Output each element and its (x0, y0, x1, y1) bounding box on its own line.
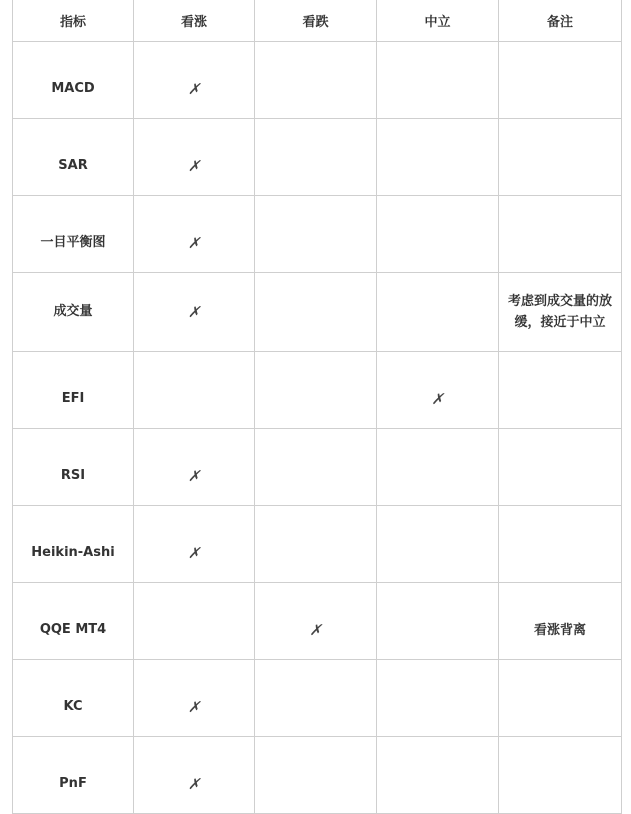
indicator-table (12, 0, 622, 814)
table-row (13, 506, 622, 583)
neutral-mark (377, 660, 499, 737)
indicator-name: 一目平衡图 (13, 196, 134, 273)
table-row (13, 196, 622, 273)
note-cell (499, 42, 622, 119)
note-cell (499, 352, 622, 429)
neutral-mark: ✗ (377, 352, 499, 429)
bearish-mark (255, 429, 377, 506)
note-cell: 考虑到成交量的放缓，接近于中立 (499, 273, 622, 352)
bearish-mark (255, 660, 377, 737)
note-cell: 看涨背离 (499, 583, 622, 660)
header-bullish: 看涨 (134, 0, 255, 42)
indicator-name: MACD (13, 42, 134, 119)
neutral-mark (377, 119, 499, 196)
neutral-mark (377, 737, 499, 814)
table-header-row (13, 0, 622, 42)
bearish-mark (255, 119, 377, 196)
bullish-mark: ✗ (134, 660, 255, 737)
bullish-mark: ✗ (134, 429, 255, 506)
neutral-mark (377, 196, 499, 273)
table-row (13, 119, 622, 196)
neutral-mark (377, 42, 499, 119)
note-cell (499, 737, 622, 814)
neutral-mark (377, 273, 499, 352)
table-row (13, 42, 622, 119)
bullish-mark: ✗ (134, 196, 255, 273)
table-row (13, 737, 622, 814)
header-note: 备注 (499, 0, 622, 42)
bearish-mark (255, 42, 377, 119)
table-row (13, 352, 622, 429)
header-bearish: 看跌 (255, 0, 377, 42)
bearish-mark (255, 196, 377, 273)
indicator-name: PnF (13, 737, 134, 814)
indicator-name: EFI (13, 352, 134, 429)
bullish-mark (134, 352, 255, 429)
bearish-mark (255, 737, 377, 814)
bearish-mark (255, 273, 377, 352)
neutral-mark (377, 583, 499, 660)
header-neutral: 中立 (377, 0, 499, 42)
bullish-mark: ✗ (134, 42, 255, 119)
neutral-mark (377, 506, 499, 583)
neutral-mark (377, 429, 499, 506)
bullish-mark (134, 583, 255, 660)
header-indicator: 指标 (13, 0, 134, 42)
bearish-mark (255, 506, 377, 583)
indicator-name: QQE MT4 (13, 583, 134, 660)
bullish-mark: ✗ (134, 506, 255, 583)
indicator-name: KC (13, 660, 134, 737)
bearish-mark: ✗ (255, 583, 377, 660)
table-row (13, 583, 622, 660)
indicator-name: Heikin-Ashi (13, 506, 134, 583)
note-cell (499, 119, 622, 196)
note-cell (499, 196, 622, 273)
bullish-mark: ✗ (134, 273, 255, 352)
indicator-name: 成交量 (13, 273, 134, 352)
note-cell (499, 429, 622, 506)
bullish-mark: ✗ (134, 119, 255, 196)
indicator-name: SAR (13, 119, 134, 196)
indicator-name: RSI (13, 429, 134, 506)
note-cell (499, 506, 622, 583)
table-row (13, 273, 622, 352)
note-cell (499, 660, 622, 737)
table-row (13, 660, 622, 737)
table-row (13, 429, 622, 506)
bullish-mark: ✗ (134, 737, 255, 814)
bearish-mark (255, 352, 377, 429)
